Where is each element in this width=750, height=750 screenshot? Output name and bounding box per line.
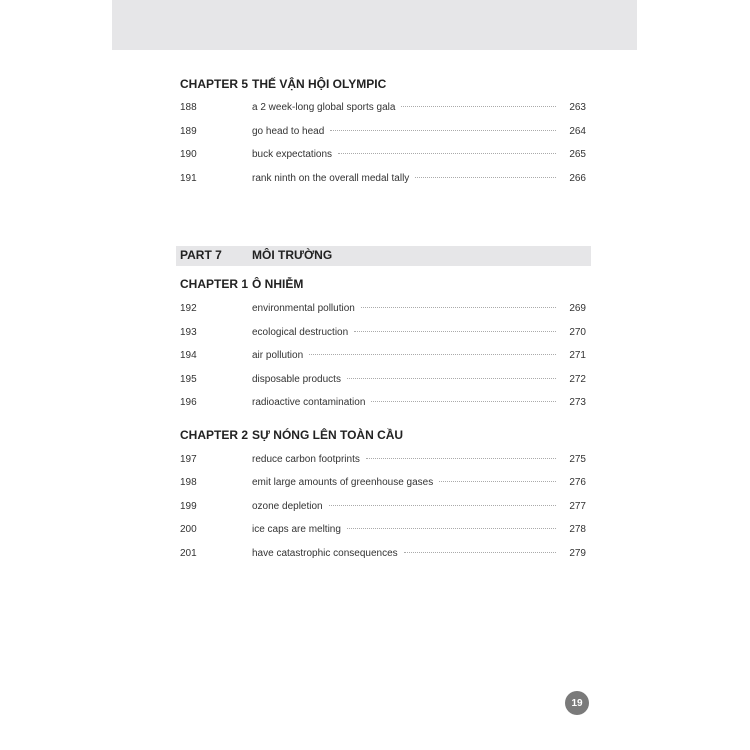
entry-title: air pollution — [252, 350, 304, 361]
chapter-title: THẾ VẬN HỘI OLYMPIC — [252, 77, 387, 91]
toc-entry[interactable] — [180, 548, 586, 562]
dot-leader — [366, 458, 556, 459]
toc-entry[interactable] — [180, 173, 586, 187]
dot-leader — [330, 130, 556, 131]
toc-entry[interactable] — [180, 397, 586, 411]
dot-leader — [354, 331, 556, 332]
dot-leader — [329, 505, 556, 506]
entry-page: 273 — [569, 397, 586, 408]
entry-title: environmental pollution — [252, 303, 355, 314]
dot-leader — [347, 378, 556, 379]
entry-title: rank ninth on the overall medal tally — [252, 173, 410, 184]
part-band — [176, 246, 591, 266]
entry-page: 279 — [569, 548, 586, 559]
chapter-label: CHAPTER 5 — [180, 77, 249, 91]
entry-number: 190 — [180, 149, 197, 160]
toc-entry[interactable] — [180, 524, 586, 538]
toc-entry[interactable] — [180, 501, 586, 515]
entry-page: 272 — [569, 374, 586, 385]
entry-page: 276 — [569, 477, 586, 488]
dot-leader — [415, 177, 556, 178]
toc-entry[interactable] — [180, 327, 586, 341]
entry-title: ozone depletion — [252, 501, 323, 512]
entry-title: go head to head — [252, 126, 325, 137]
toc-entry[interactable] — [180, 477, 586, 491]
entry-page: 266 — [569, 173, 586, 184]
entry-number: 192 — [180, 303, 197, 314]
dot-leader — [347, 528, 556, 529]
entry-number: 191 — [180, 173, 197, 184]
entry-number: 201 — [180, 548, 197, 559]
entry-page: 269 — [569, 303, 586, 314]
entry-title: reduce carbon footprints — [252, 454, 360, 465]
header-band — [112, 0, 637, 50]
entry-page: 271 — [569, 350, 586, 361]
toc-entry[interactable] — [180, 126, 586, 140]
entry-page: 263 — [569, 102, 586, 113]
entry-page: 265 — [569, 149, 586, 160]
entry-title: radioactive contamination — [252, 397, 366, 408]
chapter-label: CHAPTER 2 — [180, 428, 249, 442]
entry-title: buck expectations — [252, 149, 333, 160]
entry-title: ecological destruction — [252, 327, 349, 338]
toc-entry[interactable] — [180, 350, 586, 364]
entry-number: 199 — [180, 501, 197, 512]
dot-leader — [338, 153, 556, 154]
toc-entry[interactable] — [180, 374, 586, 388]
part-title: MÔI TRƯỜNG — [252, 248, 333, 262]
entry-number: 193 — [180, 327, 197, 338]
chapter-title: SỰ NÓNG LÊN TOÀN CẦU — [252, 428, 404, 442]
entry-title: ice caps are melting — [252, 524, 341, 535]
entry-page: 275 — [569, 454, 586, 465]
entry-page: 278 — [569, 524, 586, 535]
entry-number: 194 — [180, 350, 197, 361]
chapter-title: Ô NHIỄM — [252, 277, 304, 291]
entry-title: have catastrophic consequences — [252, 548, 398, 559]
page-number-badge: 19 — [565, 691, 589, 715]
dot-leader — [309, 354, 556, 355]
entry-page: 264 — [569, 126, 586, 137]
chapter-label: CHAPTER 1 — [180, 277, 249, 291]
entry-number: 196 — [180, 397, 197, 408]
dot-leader — [361, 307, 556, 308]
toc-entry[interactable] — [180, 102, 586, 116]
entry-title: disposable products — [252, 374, 341, 385]
part-label: PART 7 — [180, 248, 222, 262]
entry-page: 277 — [569, 501, 586, 512]
entry-number: 189 — [180, 126, 197, 137]
entry-number: 197 — [180, 454, 197, 465]
dot-leader — [439, 481, 556, 482]
dot-leader — [371, 401, 556, 402]
entry-title: a 2 week-long global sports gala — [252, 102, 396, 113]
entry-number: 200 — [180, 524, 197, 535]
toc-entry[interactable] — [180, 454, 586, 468]
entry-number: 188 — [180, 102, 197, 113]
dot-leader — [404, 552, 556, 553]
entry-page: 270 — [569, 327, 586, 338]
toc-entry[interactable] — [180, 149, 586, 163]
dot-leader — [401, 106, 556, 107]
entry-number: 195 — [180, 374, 197, 385]
entry-title: emit large amounts of greenhouse gases — [252, 477, 434, 488]
toc-entry[interactable] — [180, 303, 586, 317]
entry-number: 198 — [180, 477, 197, 488]
